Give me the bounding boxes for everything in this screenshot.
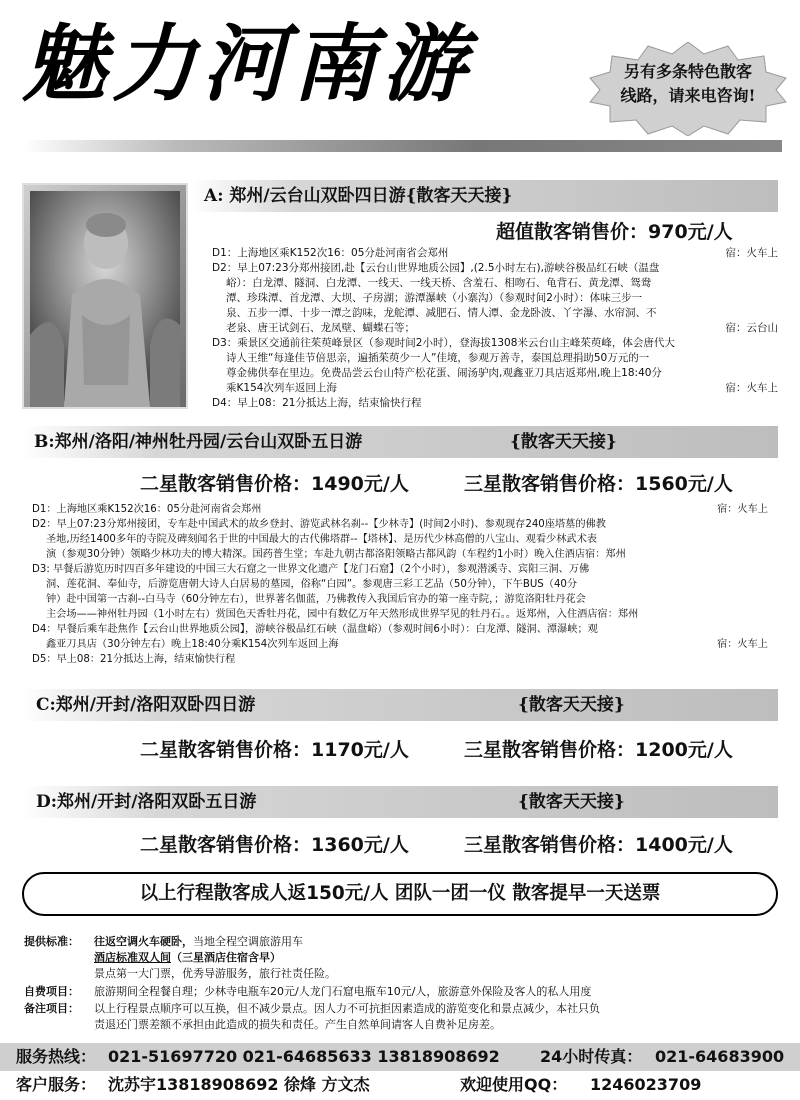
notes-line-1: 以上行程景点顺序可以互换，但不减少景点。因人力不可抗拒因素造成的游览变化和景点减少，本社只负 bbox=[94, 1002, 600, 1015]
section-a-price bbox=[496, 217, 733, 244]
section-a-itinerary bbox=[212, 246, 778, 416]
itin-b-line: D3: 早餐后游览历时四百多年建设的中国三大石窟之一世界文化遗产【龙门石窟】（2个小时），参观潜溪寺、宾阳三洞、万佛 bbox=[32, 564, 590, 575]
itin-a-line: 尊金佛供奉在里边。免费品尝云台山特产松花蛋、闹汤驴肉,观鑫亚刀具店返郑州,晚上18:40分 bbox=[226, 367, 662, 379]
itin-b-line: D1：上海地区乘K152次16：05分赴河南省会郑州 bbox=[32, 504, 262, 515]
itin-a-lodging: 宿：火车上 bbox=[725, 247, 778, 259]
qq-label: 欢迎使用QQ： bbox=[460, 1075, 568, 1094]
section-c-header bbox=[22, 689, 778, 721]
provide-line2-rest: （三星酒店住宿含早） bbox=[171, 951, 281, 964]
promo-banner: 以上行程散客成人返150元/人 团队一团一仪 散客提早一天送票 bbox=[22, 872, 778, 916]
itin-a-line: D3：乘景区交通前往茱萸峰景区（参观时间2小时），登海拔1308米云台山主峰茱萸峰，体会唐代大 bbox=[212, 337, 675, 349]
section-d-header bbox=[22, 786, 778, 818]
itin-b-lodging: 宿：火车上 bbox=[717, 639, 768, 650]
section-d-tag: {散客天天接} bbox=[518, 792, 625, 812]
self-pay-text: 旅游期间全程餐自理；少林寺电瓶车20元/人龙门石窟电瓶车10元/人，旅游意外保险及客人的私人用度 bbox=[94, 985, 592, 998]
itin-a-line: 老泉、唐王试剑石、龙凤壁、蝴蝶石等； bbox=[226, 322, 415, 334]
itin-b-lodging: 宿：火车上 bbox=[717, 504, 768, 515]
page-title: 魅力河南游 bbox=[22, 14, 473, 113]
itin-a-line: 诗人王维“每逢佳节倍思亲，遍插茱萸少一人”佳境，参观万善寺，泰国总理捐助50万元的一 bbox=[226, 352, 650, 364]
section-d-price-2star: 二星散客销售价格：1360元/人 bbox=[140, 834, 409, 856]
section-a-title: A: 郑州/云台山双卧四日游{散客天天接} bbox=[204, 186, 513, 206]
qq-number: 1246023709 bbox=[590, 1075, 702, 1094]
notes-label: 备注项目： bbox=[24, 1002, 79, 1015]
buddha-statue-photo bbox=[22, 183, 188, 409]
itin-a-line: 泉、五步一潭、十步一潭之韵味，龙舵潭、减肥石、情人潭、金龙卧波、丫字瀑、水帘洞、不 bbox=[226, 307, 657, 319]
itin-a-line: D2：早上07:23分郑州接团,赴【云台山世界地质公园】,(2.5小时左右),游峡谷极品红石峡（温盘 bbox=[212, 262, 660, 274]
section-d-title: D:郑州/开封/洛阳双卧五日游 bbox=[36, 792, 257, 812]
badge-line-1: 另有多条特色散客 bbox=[623, 62, 752, 81]
itin-a-lodging: 宿：云台山 bbox=[725, 322, 778, 334]
starburst-badge bbox=[588, 42, 788, 136]
itin-b-line: 洞、莲花洞、奉仙寺，后游览唐朝大诗人白居易的墓园，俗称“白园”。参观唐三彩工艺品（50分钟），下午BUS（40分 bbox=[46, 579, 578, 590]
itin-b-line: D2：早上07:23分郑州接团，专车赴中国武术的故乡登封、游览武林名刹--【少林寺】(时间2小时)、参观现存240座塔墓的佛教 bbox=[32, 519, 606, 530]
fax-number: 021-64683900 bbox=[655, 1047, 785, 1066]
section-b-tag: {散客天天接} bbox=[510, 432, 617, 452]
itin-a-line: D1：上海地区乘K152次16：05分赴河南省会郑州 bbox=[212, 247, 449, 259]
hotline-label: 服务热线： bbox=[16, 1047, 97, 1066]
section-a-price-unit: 元/人 bbox=[687, 221, 733, 243]
section-a-header bbox=[190, 180, 778, 212]
section-c-tag: {散客天天接} bbox=[518, 695, 625, 715]
itin-b-line: D4：早餐后乘车赴焦作【云台山世界地质公园】，游峡谷极品红石峡（温盘峪）（参观时间6小时）：白龙潭、隧洞、潭瀑峡；观 bbox=[32, 624, 598, 635]
cs-label: 客户服务： bbox=[16, 1075, 97, 1094]
section-b-price-3star: 三星散客销售价格：1560元/人 bbox=[464, 473, 733, 495]
section-d-price-3star: 三星散客销售价格：1400元/人 bbox=[464, 834, 733, 856]
itin-b-line: 鑫亚刀具店（30分钟左右）晚上18:40分乘K154次列车返回上海 bbox=[46, 639, 339, 650]
itin-b-line: 钟）赴中国第一古刹--白马寺（60分钟左右），世界著名伽蓝，乃佛教传入我国后官办的第一座寺院，；游览洛阳牡丹花会 bbox=[46, 594, 586, 605]
section-c-title: C:郑州/开封/洛阳双卧四日游 bbox=[36, 695, 256, 715]
provide-label: 提供标准： bbox=[24, 935, 79, 948]
customer-service-bar bbox=[0, 1071, 800, 1099]
section-a-price-label: 超值散客销售价： bbox=[496, 221, 649, 243]
itin-a-line: D4：早上08：21分抵达上海，结束愉快行程 bbox=[212, 397, 422, 409]
provide-line3: 景点第一大门票，优秀导游服务，旅行社责任险。 bbox=[94, 967, 336, 980]
section-c-price-2star: 二星散客销售价格：1170元/人 bbox=[140, 739, 409, 761]
itin-a-line: 潭、珍珠潭、首龙潭、大坝、子房湖；游潭瀑峡（小寨沟）（参观时间2小时）：体味三步一 bbox=[226, 292, 643, 304]
itin-a-lodging: 宿：火车上 bbox=[725, 382, 778, 394]
section-b-title: B:郑州/洛阳/神州牡丹园/云台山双卧五日游 bbox=[34, 432, 363, 452]
fax-label: 24小时传真： bbox=[540, 1047, 643, 1066]
badge-line-2: 线路，请来电咨询! bbox=[620, 86, 756, 105]
itin-b-line: 主会场——神州牡丹园（1小时左右）赏国色天香牡丹花，园中有数亿万年天然形成世界罕见的牡丹石。。返郑州，入住酒店宿：郑州 bbox=[46, 609, 639, 620]
notes-line-2: 责退还门票差额不承担由此造成的损失和责任。产生自然单间请客人自费补足房差。 bbox=[94, 1018, 501, 1031]
itin-b-line: D5：早上08：21分抵达上海，结束愉快行程 bbox=[32, 654, 236, 665]
section-b-itinerary bbox=[32, 503, 768, 673]
self-pay-label: 自费项目： bbox=[24, 985, 79, 998]
header-divider bbox=[22, 140, 782, 152]
cs-names: 沈苏宇13818908692 徐烽 方文杰 bbox=[108, 1075, 370, 1094]
provide-line1-rest: 当地全程空调旅游用车 bbox=[193, 935, 303, 948]
section-a-price-value: 970 bbox=[648, 221, 688, 243]
hotline-bar bbox=[0, 1043, 800, 1071]
provide-line2-bold: 酒店标准双人间 bbox=[94, 951, 171, 964]
section-b-price-2star: 二星散客销售价格：1490元/人 bbox=[140, 473, 409, 495]
itin-a-line: 峪）：白龙潭、隧洞、白龙潭、一线天、一线天桥、含羞石、相吻石、龟背石、黄龙潭、鸳鸯 bbox=[226, 277, 652, 289]
itin-b-line: 圣地,历经1400多年的寺院及碑刻闻名于世的中国最大的古代佛塔群--【塔林】、是历代少林高僧的八宝山、观看少林武术表 bbox=[46, 534, 597, 545]
itin-a-line: 乘K154次列车返回上海 bbox=[226, 382, 337, 394]
provide-line1-bold: 往返空调火车硬卧， bbox=[94, 935, 193, 948]
hotline-numbers: 021-51697720 021-64685633 13818908692 bbox=[108, 1047, 500, 1066]
itin-b-line: 演（参观30分钟）领略少林功夫的博大精深。国药普生堂；车赴九朝古都洛阳领略古都风韵（车程约1小时）晚入住酒店宿：郑州 bbox=[46, 549, 626, 560]
service-terms bbox=[24, 934, 784, 1034]
section-b-header bbox=[22, 426, 778, 458]
section-c-price-3star: 三星散客销售价格：1200元/人 bbox=[464, 739, 733, 761]
